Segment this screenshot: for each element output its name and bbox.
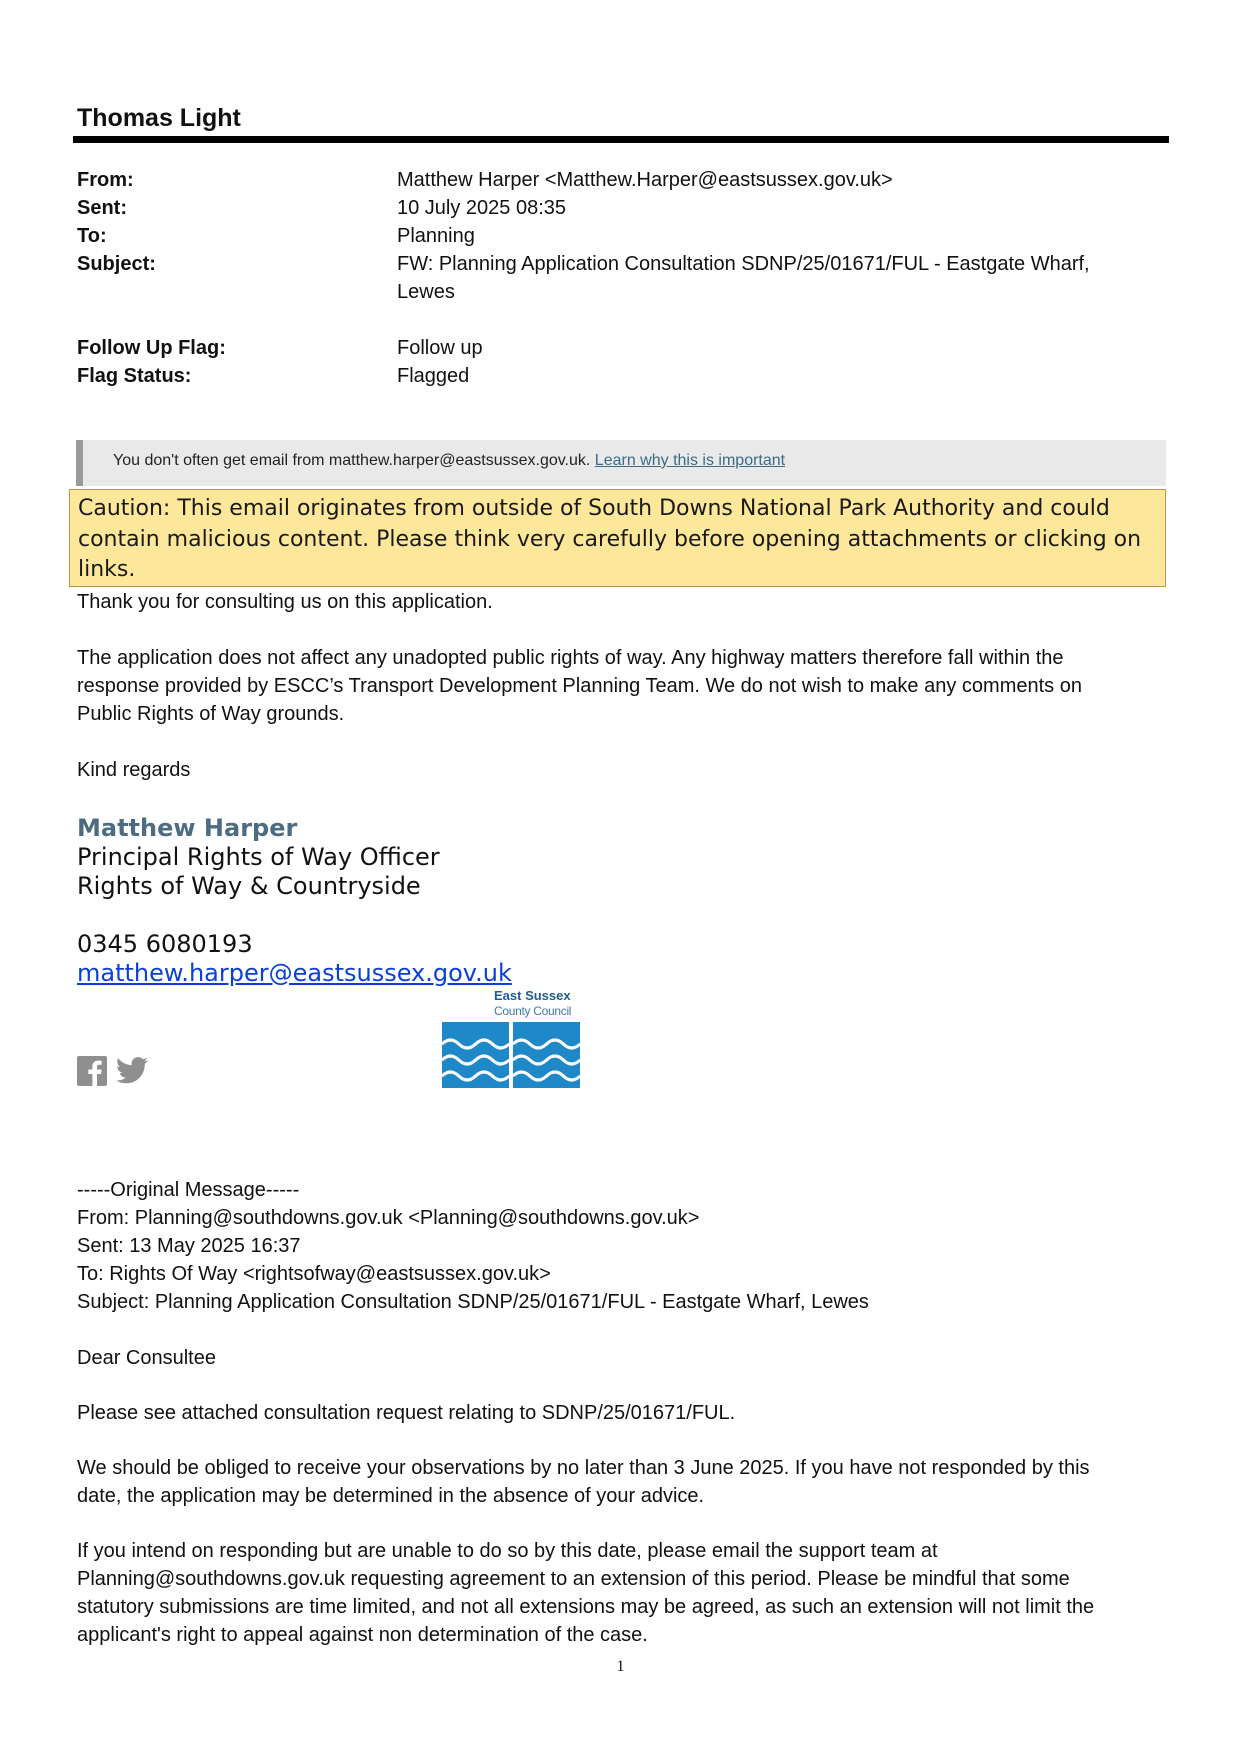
follow-up-value: Follow up xyxy=(397,337,483,359)
signature-phone: 0345 6080193 xyxy=(77,930,253,958)
notice-text-row xyxy=(113,452,785,470)
logo-text-line-1: East Sussex xyxy=(494,988,571,1003)
caution-banner xyxy=(69,489,1166,587)
flag-status-label: Flag Status: xyxy=(77,365,192,387)
original-to: To: Rights Of Way <rightsofway@eastsussex.gov.uk> xyxy=(77,1263,551,1285)
original-from: From: Planning@southdowns.gov.uk <Planning@southdowns.gov.uk> xyxy=(77,1207,700,1229)
east-sussex-county-council-logo xyxy=(442,988,580,1088)
signature-name: Matthew Harper xyxy=(77,814,298,842)
follow-up-label: Follow Up Flag: xyxy=(77,337,226,359)
flag-status-value: Flagged xyxy=(397,365,470,387)
original-separator: -----Original Message----- xyxy=(77,1179,300,1201)
original-p2-line-1: We should be obliged to receive your observations by no later than 3 June 2025. If you have not responded by this xyxy=(77,1457,1090,1479)
original-paragraph-2 xyxy=(77,1454,1167,1510)
original-paragraph-1: Please see attached consultation request relating to SDNP/25/01671/FUL. xyxy=(77,1402,736,1424)
sent-label: Sent: xyxy=(77,197,127,219)
reply-p2-line-3: Public Rights of Way grounds. xyxy=(77,703,345,725)
original-subject: Subject: Planning Application Consultation SDNP/25/01671/FUL - Eastgate Wharf, Lewes xyxy=(77,1291,869,1313)
original-p2-line-2: date, the application may be determined in the absence of your advice. xyxy=(77,1485,705,1507)
reply-p2-line-2: response provided by ESCC’s Transport Development Planning Team. We do not wish to make any comments on xyxy=(77,675,1082,697)
signature-email-link[interactable]: matthew.harper@eastsussex.gov.uk xyxy=(77,959,512,987)
learn-why-link[interactable]: Learn why this is important xyxy=(594,452,786,469)
from-label: From: xyxy=(77,169,134,191)
from-value: Matthew Harper <Matthew.Harper@eastsussex.gov.uk> xyxy=(397,169,893,191)
caution-line-2: contain malicious content. Please think very carefully before opening attachments or clicking on xyxy=(78,526,1142,552)
original-p3-line-4: applicant's right to appeal against non determination of the case. xyxy=(77,1624,648,1646)
original-greeting: Dear Consultee xyxy=(77,1347,216,1369)
reply-paragraph-2 xyxy=(77,644,1167,728)
reply-p2-line-1: The application does not affect any unadopted public rights of way. Any highway matters therefore fall within the xyxy=(77,647,1064,669)
wave-emblem-icon xyxy=(442,1022,580,1088)
mailbox-owner-name: Thomas Light xyxy=(77,104,241,132)
social-links xyxy=(77,1056,149,1086)
original-message-header xyxy=(77,1176,1167,1316)
page-number: 1 xyxy=(616,1658,625,1675)
caution-line-1: Caution: This email originates from outside of South Downs National Park Authority and could xyxy=(78,496,1110,521)
signature-department: Rights of Way & Countryside xyxy=(77,872,421,900)
subject-value-line2: Lewes xyxy=(397,281,455,303)
original-p3-line-2: Planning@southdowns.gov.uk requesting agreement to an extension of this period. Please be mindful that some xyxy=(77,1568,1070,1590)
to-label: To: xyxy=(77,225,107,247)
first-contact-notice xyxy=(76,440,1166,486)
original-p3-line-1: If you intend on responding but are unable to do so by this date, please email the support team at xyxy=(77,1540,938,1562)
reply-closing: Kind regards xyxy=(77,759,191,781)
caution-text xyxy=(78,494,1158,586)
twitter-icon[interactable] xyxy=(115,1056,149,1086)
signature-email-row xyxy=(77,959,512,987)
logo-text-line-2: County Council xyxy=(494,1004,572,1018)
caution-line-3: links. xyxy=(78,557,136,582)
original-paragraph-3 xyxy=(77,1537,1167,1649)
subject-value-line1: FW: Planning Application Consultation SDNP/25/01671/FUL - Eastgate Wharf, xyxy=(397,253,1090,275)
signature-title: Principal Rights of Way Officer xyxy=(77,843,440,871)
header-divider xyxy=(73,136,1169,143)
original-p3-line-3: statutory submissions are time limited, and not all extensions may be agreed, as such an extension will not limit the xyxy=(77,1596,1095,1618)
subject-label: Subject: xyxy=(77,253,156,275)
facebook-icon[interactable] xyxy=(77,1056,107,1086)
reply-paragraph-1: Thank you for consulting us on this application. xyxy=(77,591,493,613)
original-sent: Sent: 13 May 2025 16:37 xyxy=(77,1235,301,1257)
to-value: Planning xyxy=(397,225,475,247)
notice-text: You don't often get email from matthew.harper@eastsussex.gov.uk. xyxy=(113,452,591,469)
sent-value: 10 July 2025 08:35 xyxy=(397,197,567,219)
